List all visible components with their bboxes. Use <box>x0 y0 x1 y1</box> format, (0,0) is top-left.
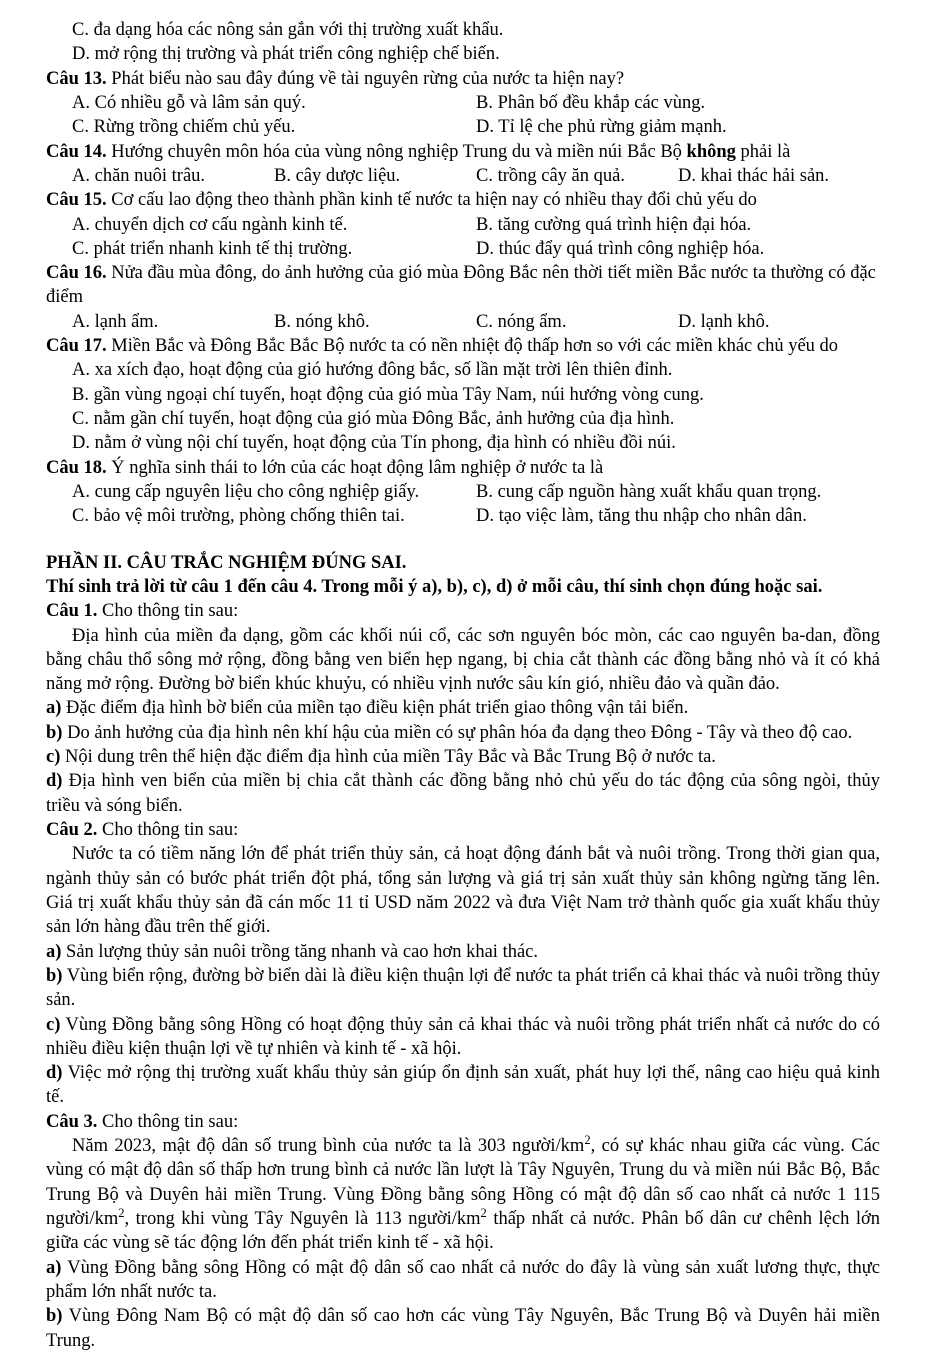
option-a[interactable]: A. lạnh ẩm. <box>72 311 159 332</box>
question-stem <box>46 261 880 310</box>
option-c[interactable]: C. Rừng trồng chiếm chủ yếu. <box>72 117 296 138</box>
option-b[interactable]: B. Phân bố đều khắp các vùng. <box>476 92 706 113</box>
question-stem <box>46 188 880 212</box>
question-stem-text: Miền Bắc và Đông Bắc Bắc Bộ nước ta có nền nhiệt độ thấp hơn so với các miền khác chủ yếu do <box>111 336 839 357</box>
statement-text: Vùng Đồng bằng sông Hồng có hoạt động thủy sản cả khai thác và nuôi trồng phát triển nhất cả nước do có nhiều điều kiện thuận lợi về tự nhiên và kinh tế - xã hội. <box>46 1014 880 1059</box>
option-d[interactable]: D. khai thác hải sản. <box>678 165 830 186</box>
statement-key: a) <box>46 1257 62 1278</box>
statement-c[interactable] <box>46 1013 880 1062</box>
tf-question-header <box>46 818 880 842</box>
statement-c[interactable] <box>46 745 880 769</box>
question-stem-text: Phát biểu nào sau đây đúng về tài nguyên rừng của nước ta hiện nay? <box>111 68 625 89</box>
part2-title: PHẦN II. CÂU TRẮC NGHIỆM ĐÚNG SAI. <box>46 552 407 573</box>
question-17 <box>46 334 880 456</box>
option-b[interactable]: B. nóng khô. <box>274 311 370 332</box>
passage-part: , trong khi vùng Tây Nguyên là 113 người/km <box>124 1209 481 1229</box>
option-c[interactable]: C. nằm gần chí tuyến, hoạt động của gió mùa Đông Bắc, ảnh hưởng của địa hình. <box>72 409 675 429</box>
question-number: Câu 3. <box>46 1111 98 1132</box>
tf-question-2 <box>46 818 880 1110</box>
option-a[interactable]: A. cung cấp nguyên liệu cho công nghiệp giấy. <box>72 481 420 502</box>
option-c[interactable]: C. bảo vệ môi trường, phòng chống thiên tai. <box>72 506 405 527</box>
statement-b[interactable] <box>46 1304 880 1353</box>
question-13 <box>46 67 880 140</box>
option-d[interactable]: D. tạo việc làm, tăng thu nhập cho nhân dân. <box>476 506 807 527</box>
option-row <box>46 164 880 188</box>
question-stem <box>46 456 880 480</box>
statement-key: d) <box>46 1063 63 1084</box>
statement-text: Địa hình ven biển của miền bị chia cắt thành các đồng bằng nhỏ chủ yếu do tác động của sông ngòi, thủy triều và sóng biển. <box>46 771 880 816</box>
statement-key: a) <box>46 941 62 962</box>
option-b[interactable]: B. cung cấp nguồn hàng xuất khẩu quan trọng. <box>476 481 822 502</box>
question-stem-emphasis: không <box>686 141 736 162</box>
question-lead: Cho thông tin sau: <box>102 1111 239 1132</box>
passage-part: Năm 2023, mật độ dân số trung bình của nước ta là 303 người/km <box>72 1136 585 1157</box>
tf-question-1 <box>46 599 880 818</box>
part2-instruction: Thí sinh trả lời từ câu 1 đến câu 4. Trong mỗi ý a), b), c), d) ở mỗi câu, thí sinh chọn đúng hoặc sai. <box>46 576 823 597</box>
question-number: Câu 13. <box>46 68 107 89</box>
statement-text: Nội dung trên thể hiện đặc điểm địa hình của miền Tây Bắc và Bắc Trung Bộ ở nước ta. <box>65 747 716 768</box>
statement-text: Vùng Đồng bằng sông Hồng có mật độ dân số cao nhất cả nước do đây là vùng sản xuất lương thực, thực phẩm lớn nhất nước ta. <box>46 1257 880 1302</box>
question-number: Câu 16. <box>46 263 107 284</box>
option-d[interactable]: D. Tỉ lệ che phủ rừng giảm mạnh. <box>476 117 727 138</box>
statement-key: c) <box>46 747 61 768</box>
passage-text <box>46 1134 880 1256</box>
passage-part: thấp nhất cả nước. Phân bố dân cư chênh lệch lớn giữa các vùng sẽ tác động lớn đến phát triển kinh tế - xã hội. <box>46 1209 880 1254</box>
statement-text: Đặc điểm địa hình bờ biển của miền tạo điều kiện phát triển giao thông vận tải biển. <box>66 698 689 719</box>
statement-text: Do ảnh hưởng của địa hình nên khí hậu của miền có sự phân hóa đa dạng theo Đông - Tây và theo độ cao. <box>67 722 853 743</box>
option-row <box>46 91 880 115</box>
statement-b[interactable] <box>46 721 880 745</box>
option-row <box>46 504 880 528</box>
statement-key: d) <box>46 771 63 792</box>
statement-a[interactable] <box>46 940 880 964</box>
option-row <box>46 237 880 261</box>
statement-text: Vùng Đông Nam Bộ có mật độ dân số cao hơn các vùng Tây Nguyên, Bắc Trung Bộ và Duyên hải miền Trung. <box>46 1306 880 1351</box>
statement-key: c) <box>46 1014 61 1035</box>
statement-a[interactable] <box>46 1256 880 1305</box>
option-a[interactable]: A. xa xích đạo, hoạt động của gió hướng đông bắc, số lần mặt trời lên thiên đỉnh. <box>72 360 673 381</box>
passage-superscript: 2 <box>584 1132 591 1147</box>
option-a[interactable]: A. chuyển dịch cơ cấu ngành kinh tế. <box>72 214 348 235</box>
passage-superscript: 2 <box>480 1205 487 1220</box>
question-stem-text: Hướng chuyên môn hóa của vùng nông nghiệp Trung du và miền núi Bắc Bộ <box>111 141 687 162</box>
question-number: Câu 1. <box>46 601 98 622</box>
option-d[interactable]: D. lạnh khô. <box>678 311 770 332</box>
option-text: C. đa dạng hóa các nông sản gắn với thị trường xuất khẩu. <box>72 20 504 40</box>
question-16 <box>46 261 880 334</box>
option-d-continued <box>46 42 880 66</box>
option-c[interactable]: C. nóng ẩm. <box>476 311 567 332</box>
option-a[interactable]: A. chăn nuôi trâu. <box>72 165 206 186</box>
passage-text: Địa hình của miền đa dạng, gồm các khối núi cổ, các sơn nguyên bóc mòn, các cao nguyên ba-dan, đồng bằng châu thổ sông mở rộng, đồng bằng ven biển hẹp ngang, bị chia cắt thành các đồng bằng nhỏ và ít có khả năng mở rộng. Đường bờ biển khúc khuỷu, có nhiều vịnh nước sâu kín gió, nhiều đảo và quần đảo. <box>46 625 880 695</box>
passage-superscript: 2 <box>118 1205 125 1220</box>
passage-part: , có sự khác nhau giữa các vùng. Các vùng có mật độ dân số thấp hơn trung bình cả nước lần lượt là Tây Nguyên, Trung du và miền núi Bắc Bộ, Bắc Trung Bộ và Duyên hải miền Trung. Vùng Đồng bằng sông Hồng có mật độ dân số cao nhất cả nước 1 115 người/km <box>46 1136 880 1229</box>
option-c-continued <box>46 18 880 42</box>
statement-text: Việc mở rộng thị trường xuất khẩu thủy sản giúp ổn định sản xuất, phát huy lợi thế, nâng cao hiệu quả kinh tế. <box>46 1063 880 1108</box>
option-d[interactable]: D. thúc đẩy quá trình công nghiệp hóa. <box>476 238 765 259</box>
question-18 <box>46 456 880 529</box>
question-stem <box>46 334 880 358</box>
question-stem-text: Nửa đầu mùa đông, do ảnh hưởng của gió mùa Đông Bắc nên thời tiết miền Bắc nước ta thường có đặc điểm <box>46 263 876 308</box>
statement-d[interactable] <box>46 769 880 818</box>
question-number: Câu 14. <box>46 141 107 162</box>
question-lead: Cho thông tin sau: <box>102 601 239 622</box>
statement-b[interactable] <box>46 964 880 1013</box>
statement-text: Vùng biển rộng, đường bờ biển dài là điều kiện thuận lợi để nước ta phát triển cả khai thác và nuôi trồng thủy sản. <box>46 965 880 1011</box>
question-stem <box>46 67 880 91</box>
option-b[interactable]: B. cây dược liệu. <box>274 165 401 186</box>
option-row <box>46 213 880 237</box>
passage-text: Nước ta có tiềm năng lớn để phát triển thủy sản, cả hoạt động đánh bắt và nuôi trồng. Trong thời gian qua, ngành thủy sản có bước phát triển đột phá, tổng sản lượng và giá trị sản xuất thủy sản không ngừng tăng lên. Giá trị xuất khẩu thủy sản đã cán mốc 11 tỉ USD năm 2022 và đưa Việt Nam trở thành quốc gia xuất khẩu thủy sản lớn hàng đầu trên thế giới. <box>46 844 880 938</box>
statement-a[interactable] <box>46 696 880 720</box>
statement-key: b) <box>46 965 63 986</box>
statement-key: a) <box>46 698 62 719</box>
option-text: D. mở rộng thị trường và phát triển công nghiệp chế biến. <box>72 44 500 65</box>
tf-question-header <box>46 599 880 623</box>
question-14 <box>46 140 880 189</box>
option-c[interactable]: C. phát triển nhanh kinh tế thị trường. <box>72 238 353 259</box>
question-number: Câu 15. <box>46 190 107 211</box>
question-number: Câu 2. <box>46 820 98 840</box>
statement-d[interactable] <box>46 1061 880 1110</box>
option-row <box>46 310 880 334</box>
question-stem-text: Cơ cấu lao động theo thành phần kinh tế nước ta hiện nay có nhiều thay đổi chủ yếu do <box>111 190 757 211</box>
tf-question-3 <box>46 1110 880 1353</box>
question-lead: Cho thông tin sau: <box>102 820 239 840</box>
option-row <box>46 115 880 139</box>
question-number: Câu 17. <box>46 336 107 357</box>
option-d[interactable]: D. nằm ở vùng nội chí tuyến, hoạt động của Tín phong, địa hình có nhiều đồi núi. <box>72 433 676 454</box>
statement-key: b) <box>46 722 63 743</box>
option-row <box>46 480 880 504</box>
statement-text: Sản lượng thủy sản nuôi trồng tăng nhanh và cao hơn khai thác. <box>66 941 539 962</box>
question-15 <box>46 188 880 261</box>
option-a[interactable]: A. Có nhiều gỗ và lâm sản quý. <box>72 92 306 113</box>
option-b[interactable]: B. gần vùng ngoại chí tuyến, hoạt động của gió mùa Tây Nam, núi hướng vòng cung. <box>72 384 704 405</box>
question-number: Câu 18. <box>46 457 107 478</box>
question-stem-tail: phải là <box>735 141 791 162</box>
question-stem <box>46 140 880 164</box>
tf-question-header <box>46 1110 880 1134</box>
option-b[interactable]: B. tăng cường quá trình hiện đại hóa. <box>476 214 752 235</box>
question-stem-text: Ý nghĩa sinh thái to lớn của các hoạt động lâm nghiệp ở nước ta là <box>111 457 604 478</box>
option-c[interactable]: C. trồng cây ăn quả. <box>476 165 625 186</box>
statement-key: b) <box>46 1306 63 1327</box>
